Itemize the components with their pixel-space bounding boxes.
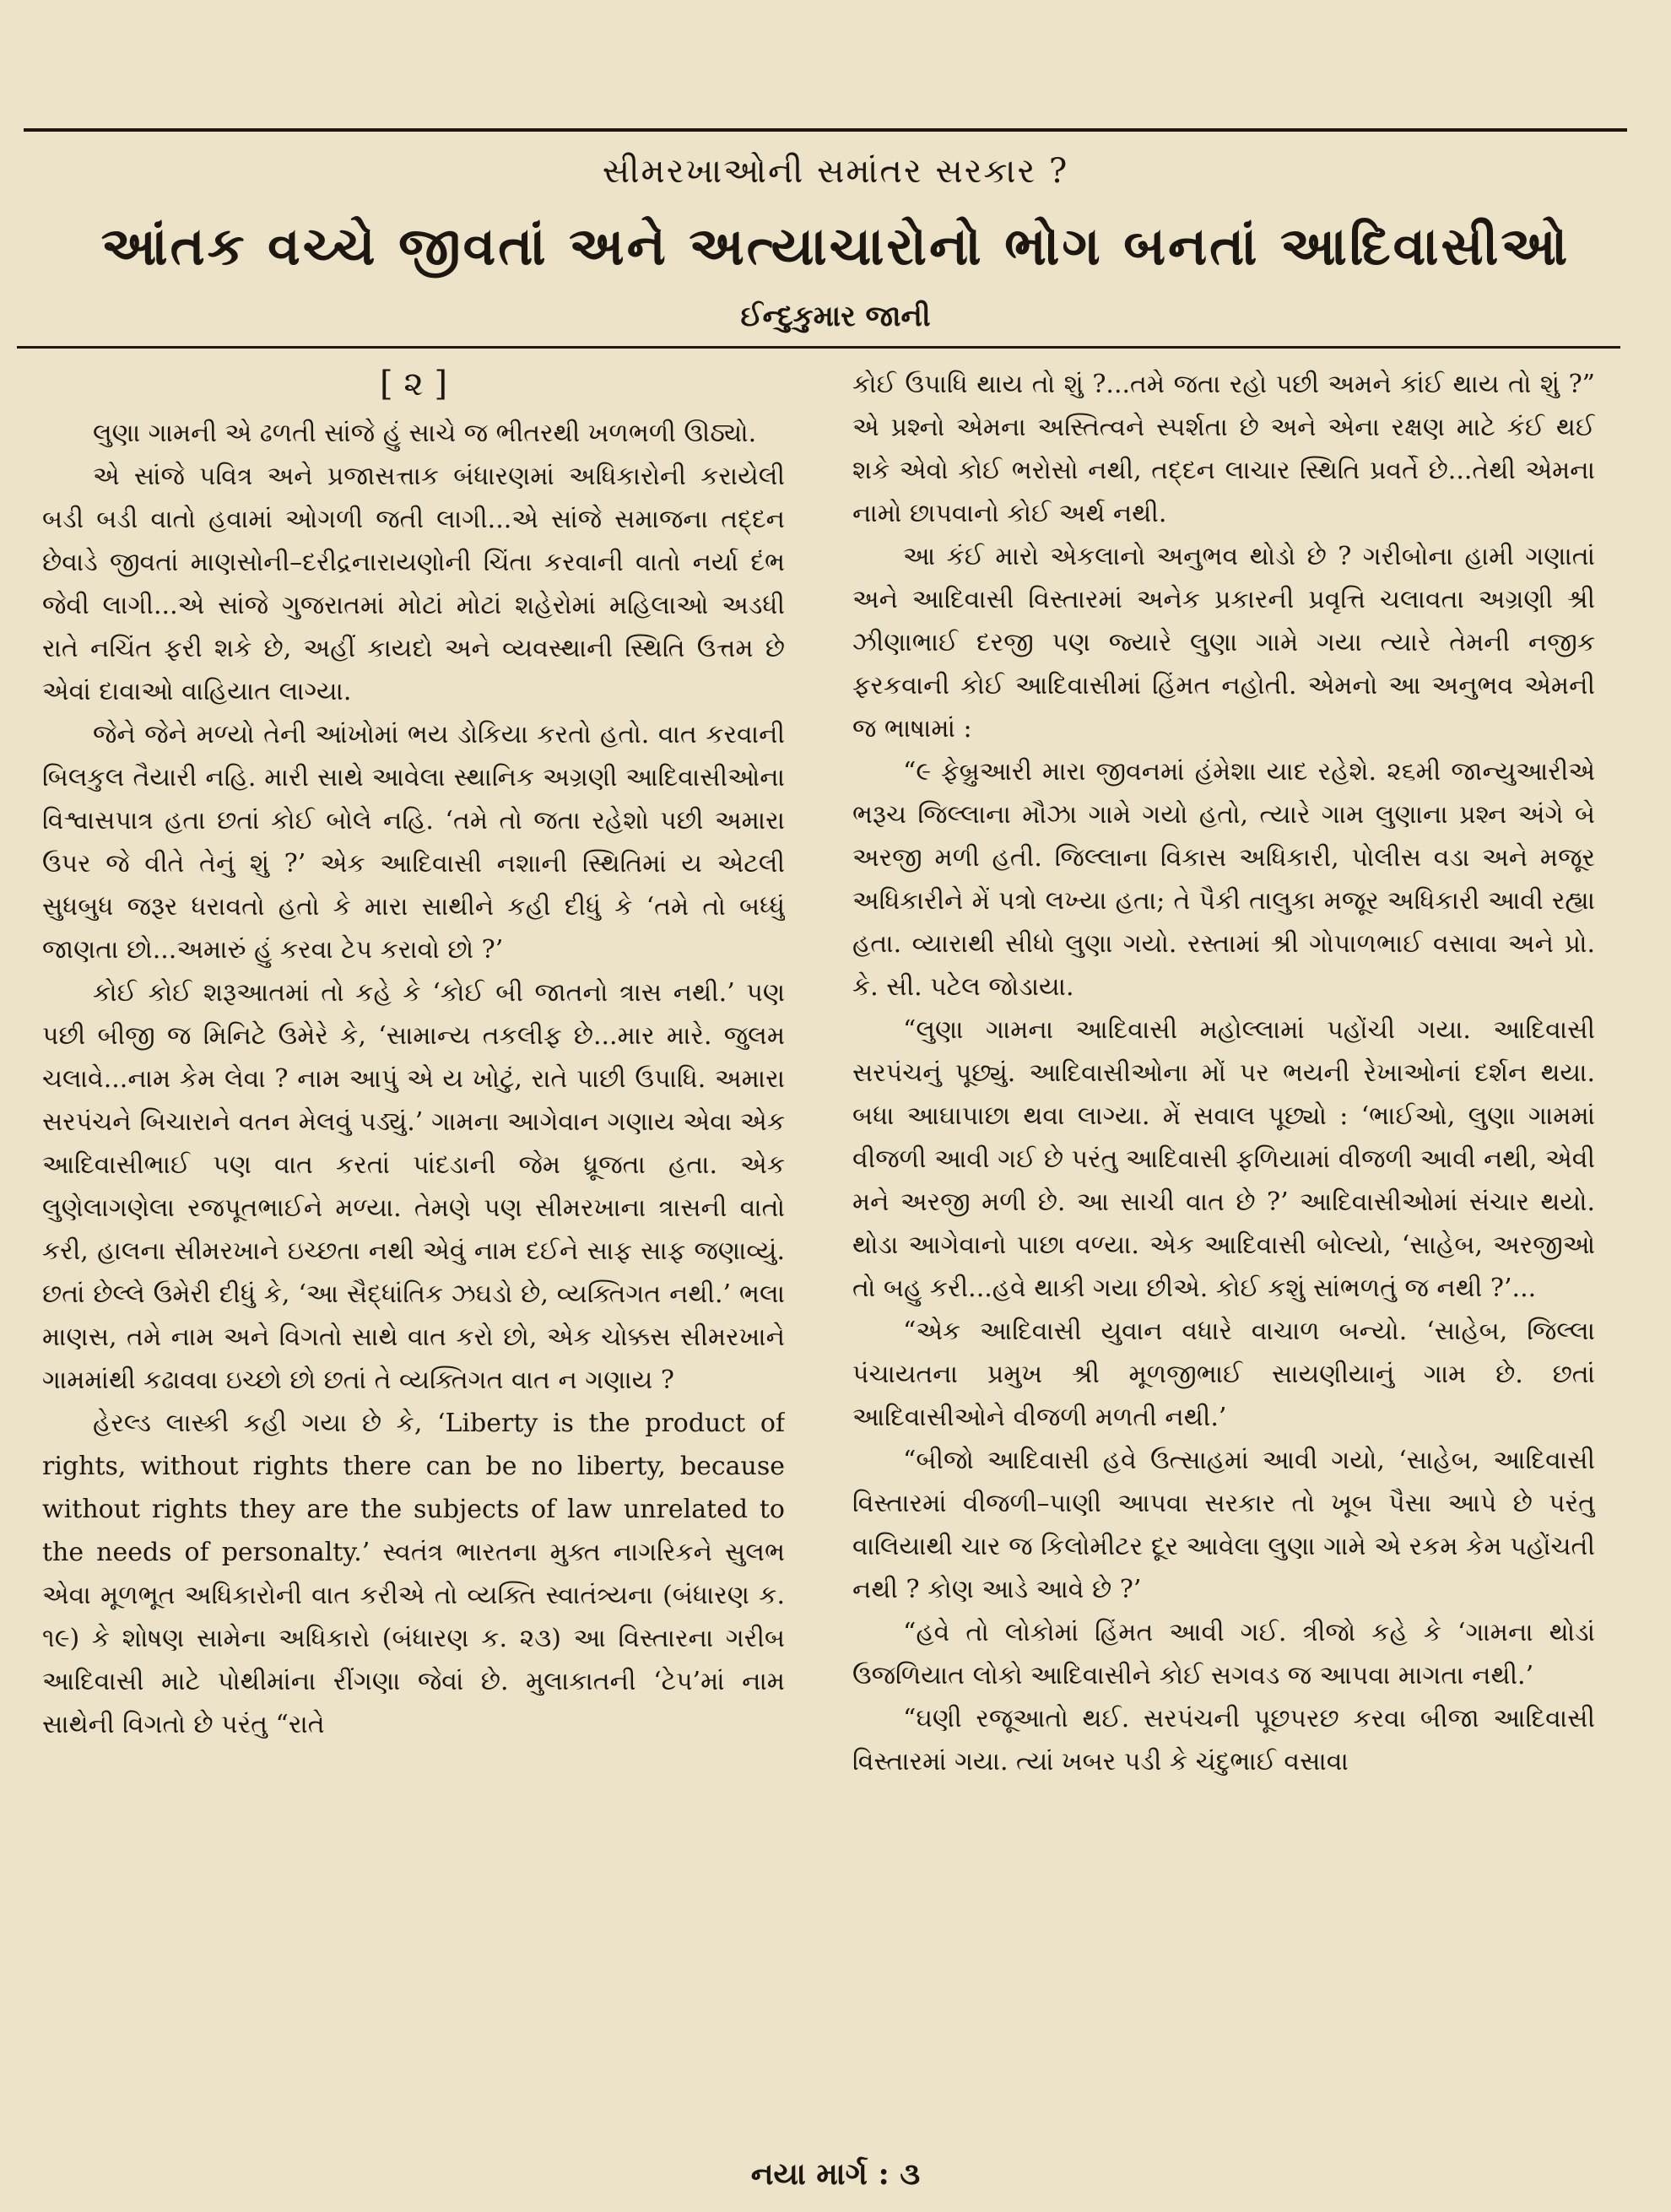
top-rule xyxy=(24,128,1627,132)
section-number: [ ૨ ] xyxy=(379,365,448,403)
headline: આંતક વચ્ચે જીવતાં અને અત્યાચારોનો ભોગ બનતાં આદિવાસીઓ xyxy=(100,215,1571,277)
paragraph: “હવે તો લોકોમાં હિંમત આવી ગઈ. ત્રીજો કહે કે ‘ગામના થોડાં ઉજળિયાત લોકો આદિવાસીને કોઈ સગવડ જ આપવા માગતા નથી.’ xyxy=(852,1618,1595,1690)
paragraph: “૯ ફેબ્રુઆરી મારા જીવનમાં હંમેશા યાદ રહેશે. ૨૬મી જાન્યુઆરીએ ભરૂચ જિલ્લાના મૌઝા ગામે ગયો હતો, ત્યારે ગામ લુણાના પ્રશ્ન અંગે બે અરજી મળી હતી. જિલ્લાના વિકાસ અધિકારી, પોલીસ વડા અને મજૂર અધિકારીને મેં પત્રો લખ્યા હતા; તે પૈકી તાલુકા મજૂર અધિકારી આવી રહ્યા હતા. વ્યારાથી સીધો લુણા ગયો. રસ્તામાં શ્રી ગોપાળભાઈ વસાવા અને પ્રો. કે. સી. પટેલ જોડાયા. xyxy=(852,757,1595,1002)
right-column xyxy=(852,363,1595,2076)
paragraph: “લુણા ગામના આદિવાસી મહોલ્લામાં પહોંચી ગયા. આદિવાસી સરપંચનું પૂછ્યું. આદિવાસીઓના મોં પર ભયની રેખાઓનાં દર્શન થયા. બધા આઘાપાછા થવા લાગ્યા. મેં સવાલ પૂછ્યો : ‘ભાઈઓ, લુણા ગામમાં વીજળી આવી ગઈ છે પરંતુ આદિવાસી ફળિયામાં વીજળી આવી નથી, એવી મને અરજી મળી છે. આ સાચી વાત છે ?’ આદિવાસીઓમાં સંચાર થયો. થોડા આગેવાનો પાછા વળ્યા. એક આદિવાસી બોલ્યો, ‘સાહેબ, અરજીઓ તો બહુ કરી...હવે થાકી ગયા છીએ. કોઈ કશું સાંભળતું જ નથી ?’... xyxy=(852,1015,1595,1303)
paragraph: “એક આદિવાસી યુવાન વધારે વાચાળ બન્યો. ‘સાહેબ, જિલ્લા પંચાયતના પ્રમુખ શ્રી મૂળજીભાઈ સાયણીયાનું ગામ છે. છતાં આદિવાસીઓને વીજળી મળતી નથી.’ xyxy=(852,1317,1595,1432)
header-rule xyxy=(17,346,1620,349)
paragraph: “બીજો આદિવાસી હવે ઉત્સાહમાં આવી ગયો, ‘સાહેબ, આદિવાસી વિસ્તારમાં વીજળી–પાણી આપવા સરકાર તો ખૂબ પૈસા આપે છે પરંતુ વાલિયાથી ચાર જ કિલોમીટર દૂર આવેલા લુણા ગામે એ રકમ કેમ પહોંચતી નથી ? કોણ આડે આવે છે ?’ xyxy=(852,1446,1595,1604)
paragraph: કોઈ ઉપાધિ થાય તો શું ?...તમે જતા રહો પછી અમને કાંઈ થાય તો શું ?” એ પ્રશ્નો એમના અસ્તિત્વને સ્પર્શતા છે અને એના રક્ષણ માટે કંઈ થઈ શકે એવો કોઈ ભરોસો નથી, તદ્દન લાચાર સ્થિતિ પ્રવર્તે છે...તેથી એમના નામો છાપવાનો કોઈ અર્થ નથી. xyxy=(852,370,1595,528)
paragraph: હેરલ્ડ લાસ્કી કહી ગયા છે કે, ‘Liberty is the product of rights, without rights there can be no liberty, because without rights they are the subjects of law unrelated to the needs of personalty.’ સ્વતંત્ર ભારતના મુક્ત નાગરિકને સુલભ એવા મૂળભૂત અધિકારોની વાત કરીએ તો વ્યક્તિ સ્વાતંત્ર્યના (બંધારણ ક. ૧૯) કે શોષણ સામેના અધિકારો (બંધારણ ક. ૨૩) આ વિસ્તારના ગરીબ આદિવાસી માટે પોથીમાંના રીંગણા જેવાં છે. મુલાકાતની ‘ટેપ’માં નામ સાથેની વિગતો છે પરંતુ “રાતે xyxy=(42,1409,785,1739)
paragraph: આ કંઈ મારો એકલાનો અનુભવ થોડો છે ? ગરીબોના હામી ગણાતાં અને આદિવાસી વિસ્તારમાં અનેક પ્રકારની પ્રવૃત્તિ ચલાવતા અગ્રણી શ્રી ઝીણાભાઈ દરજી પણ જ્યારે લુણા ગામે ગયા ત્યારે તેમની નજીક ફરકવાની કોઈ આદિવાસીમાં હિંમત નહોતી. એમનો આ અનુભવ એમની જ ભાષામાં : xyxy=(852,542,1595,744)
page-folio: નયા માર્ગ : ૩ xyxy=(750,2156,921,2192)
paragraph: જેને જેને મળ્યો તેની આંખોમાં ભય ડોકિયા કરતો હતો. વાત કરવાની બિલકુલ તૈયારી નહિ. મારી સાથે આવેલા સ્થાનિક અગ્રણી આદિવાસીઓના વિશ્વાસપાત્ર હતા છતાં કોઈ બોલે નહિ. ‘તમે તો જતા રહેશો પછી અમારા ઉપર જે વીતે તેનું શું ?’ એક આદિવાસી નશાની સ્થિતિમાં ય એટલી સુધબુધ જરૂર ધરાવતો હતો કે મારા સાથીને કહી દીધું કે ‘તમે તો બધ્ધું જાણતા છો...અમારું હું કરવા ટેપ કરાવો છો ?’ xyxy=(42,720,785,965)
paragraph: “ઘણી રજૂઆતો થઈ. સરપંચની પૂછપરછ કરવા બીજા આદિવાસી વિસ્તારમાં ગયા. ત્યાં ખબર પડી કે ચંદુભાઈ વસાવા xyxy=(852,1704,1595,1777)
paragraph: એ સાંજે પવિત્ર અને પ્રજાસત્તાક બંધારણમાં અધિકારોની કરાયેલી બડી બડી વાતો હવામાં ઓગળી જતી લાગી...એ સાંજે સમાજના તદ્દન છેવાડે જીવતાં માણસોની–દરીદ્રનારાયણોની ચિંતા કરવાની વાતો નર્યા દંભ જેવી લાગી...એ સાંજે ગુજરાતમાં મોટાં મોટાં શહેરોમાં મહિલાઓ અડધી રાતે નચિંત ફરી શકે છે, અહીં કાયદો અને વ્યવસ્થાની સ્થિતિ ઉત્તમ છે એવાં દાવાઓ વાહિયાત લાગ્યા. xyxy=(42,462,785,706)
paragraph: કોઈ કોઈ શરૂઆતમાં તો કહે કે ‘કોઈ બી જાતનો ત્રાસ નથી.’ પણ પછી બીજી જ મિનિટે ઉમેરે કે, ‘સામાન્ય તકલીફ છે...માર મારે. જુલમ ચલાવે...નામ કેમ લેવા ? નામ આપું એ ય ખોટું, રાતે પાછી ઉપાધિ. અમારા સરપંચને બિચારાને વતન મેલવું પડ્યું.’ ગામના આગેવાન ગણાય એવા એક આદિવાસીભાઈ પણ વાત કરતાં પાંદડાની જેમ ધ્રૂજતા હતા. એક લુણેલાગણેલા રજપૂતભાઈને મળ્યા. તેમણે પણ સીમરખાના ત્રાસની વાતો કરી, હાલના સીમરખાને ઇચ્છતા નથી એવું નામ દઈને સાફ સાફ જણાવ્યું. છતાં છેલ્લે ઉમેરી દીધું કે, ‘આ સૈદ્ધાંતિક ઝઘડો છે, વ્યક્તિગત નથી.’ ભલા માણસ, તમે નામ અને વિગતો સાથે વાત કરો છો, એક ચોક્કસ સીમરખાને ગામમાંથી કઢાવવા ઇચ્છો છો છતાં તે વ્યક્તિગત વાત ન ગણાય ? xyxy=(42,978,785,1395)
byline: ઈન્દુકુમાર જાની xyxy=(740,300,931,333)
paragraph: લુણા ગામની એ ઢળતી સાંજે હું સાચે જ ભીતરથી ખળભળી ઊઠ્યો. xyxy=(93,419,757,448)
left-column xyxy=(42,363,785,2076)
kicker: સીમરખાઓની સમાંતર સરકાર ? xyxy=(602,152,1069,191)
